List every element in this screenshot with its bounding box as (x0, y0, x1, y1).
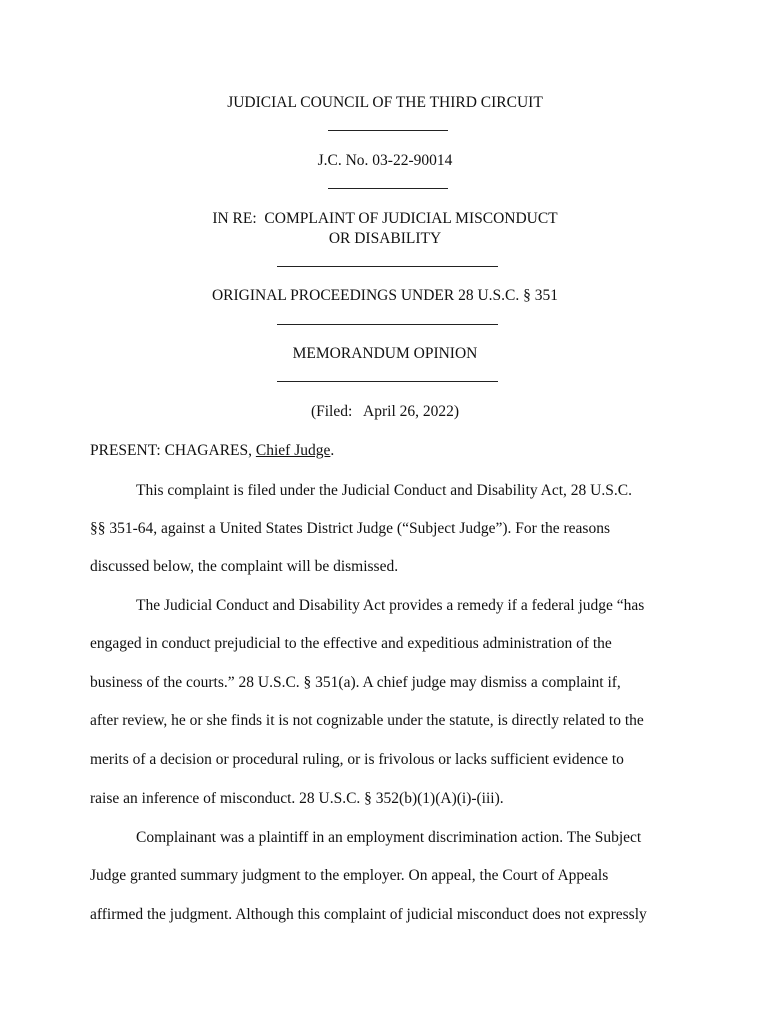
paragraph-line: after review, he or she finds it is not cognizable under the statute, is directly related to the (90, 712, 644, 729)
proceedings-heading: ORIGINAL PROCEEDINGS UNDER 28 U.S.C. § 351 (211, 287, 559, 304)
separator-rule (328, 188, 448, 189)
case-number: J.C. No. 03-22-90014 (317, 152, 453, 169)
present-suffix: . (330, 442, 335, 459)
present-prefix: PRESENT: CHAGARES, (90, 442, 256, 459)
paragraph-line: business of the courts.” 28 U.S.C. § 351(a). A chief judge may dismiss a complaint if, (90, 674, 621, 691)
paragraph-line: merits of a decision or procedural ruling, or is frivolous or lacks sufficient evidence to (90, 751, 624, 768)
present-line (90, 441, 334, 461)
filed-date: (Filed: April 26, 2022) (310, 403, 460, 420)
paragraph-line: engaged in conduct prejudicial to the effective and expeditious administration of the (90, 635, 612, 652)
present-title: Chief Judge (255, 442, 331, 459)
in-re-line-2: OR DISABILITY (328, 230, 442, 247)
in-re-line-1: IN RE: COMPLAINT OF JUDICIAL MISCONDUCT (212, 210, 558, 227)
paragraph-line: Complainant was a plaintiff in an employment discrimination action. The Subject (136, 829, 642, 846)
paragraph-line: §§ 351-64, against a United States District Judge (“Subject Judge”). For the reasons (90, 520, 610, 537)
separator-rule (277, 266, 498, 267)
paragraph-line: affirmed the judgment. Although this complaint of judicial misconduct does not expressly (90, 906, 647, 923)
separator-rule (277, 381, 498, 382)
court-heading: JUDICIAL COUNCIL OF THE THIRD CIRCUIT (227, 94, 543, 111)
paragraph-line: The Judicial Conduct and Disability Act provides a remedy if a federal judge “has (136, 597, 645, 614)
separator-rule (277, 324, 498, 325)
paragraph-line: Judge granted summary judgment to the employer. On appeal, the Court of Appeals (90, 867, 609, 884)
paragraph-line: discussed below, the complaint will be dismissed. (90, 558, 399, 575)
paragraph-line: raise an inference of misconduct. 28 U.S.C. § 352(b)(1)(A)(i)-(iii). (90, 790, 504, 807)
paragraph-line: This complaint is filed under the Judicial Conduct and Disability Act, 28 U.S.C. (136, 482, 632, 499)
separator-rule (328, 130, 448, 131)
opinion-type-heading: MEMORANDUM OPINION (292, 345, 478, 362)
